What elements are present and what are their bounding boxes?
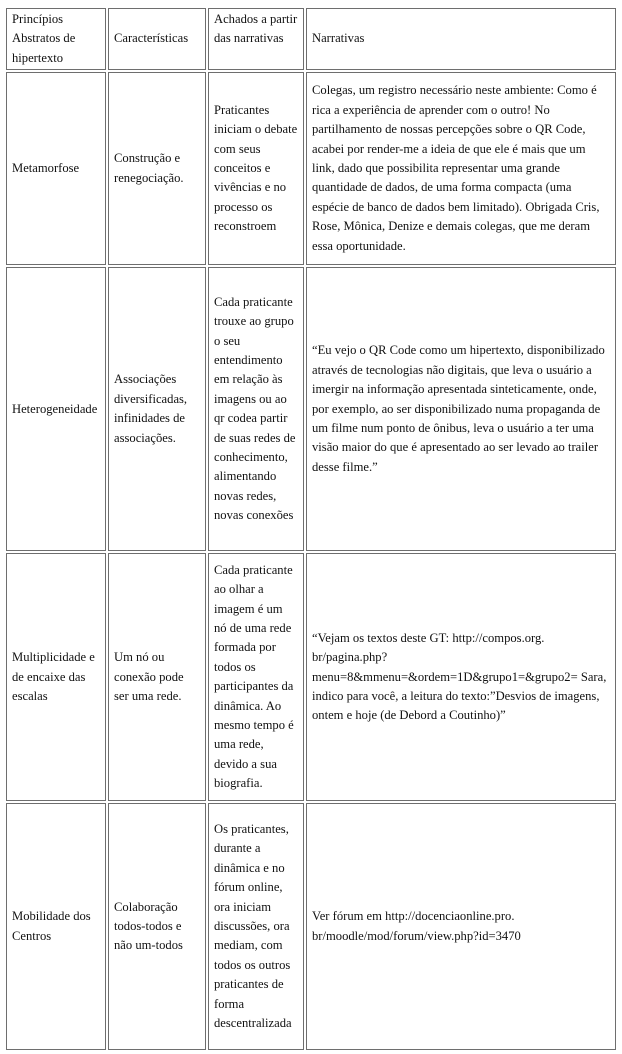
cell-achados	[208, 803, 304, 1050]
cell-achados	[208, 72, 304, 265]
cell-caracteristica	[108, 803, 206, 1050]
header-caracteristicas	[108, 8, 206, 70]
principio-text: Heterogeneidade	[12, 401, 98, 416]
narrativa-text: Ver fórum em http://docenciaonline.pro. br/moodle/mod/forum/view.php?id=3470	[312, 909, 521, 943]
cell-caracteristica	[108, 553, 206, 801]
table-row-metamorfose	[6, 72, 616, 265]
cell-principio	[6, 267, 106, 551]
cell-principio	[6, 72, 106, 265]
header-narrativas	[306, 8, 616, 70]
cell-achados	[208, 553, 304, 801]
header-row	[6, 8, 616, 70]
header-narrativas-text: Narrativas	[312, 31, 365, 46]
cell-narrativa	[306, 72, 616, 265]
cell-principio	[6, 553, 106, 801]
header-principios	[6, 8, 106, 70]
header-caracteristicas-text: Características	[114, 31, 189, 46]
cell-achados	[208, 267, 304, 551]
header-achados	[208, 8, 304, 70]
cell-caracteristica	[108, 267, 206, 551]
caracteristica-text: Construção e renegociação.	[114, 151, 184, 185]
caracteristica-text: Associações diversificadas, infinidades de associações.	[114, 372, 188, 445]
caracteristica-text: Um nó ou conexão pode ser uma rede.	[114, 650, 184, 703]
narrativa-text: “Vejam os textos deste GT: http://compos.org. br/pagina.php? menu=8&mmenu=&ordem=1D&grupo1=&grupo2= Sara, indico para você, a leitura do texto:”Desvios de imagens, ontem e hoje (de Debord a Coutinho)”	[312, 630, 607, 723]
narrativa-text: Colegas, um registro necessário neste ambiente: Como é rica a experiência de aprender com o outro! No partilhamento de nossas percepções sobre o QR Code, acabei por render-me a ideia de que ele é mais que um link, dado que possibilita representar uma grande quantidade de dados, de uma forma compacta (uma espécie de banco de dados bem limitado). Obrigada Cris, Rose, Mônica, Denize e demais colegas, que me deram essa oportunidade.	[312, 83, 600, 253]
principio-text: Metamorfose	[12, 161, 80, 176]
principio-text: Mobilidade dos Centros	[12, 909, 91, 943]
principio-text: Multiplicidade e de encaixe das escalas	[12, 650, 95, 703]
table-row-heterogeneidade	[6, 267, 616, 551]
narrativa-text: “Eu vejo o QR Code como um hipertexto, disponibilizado através de tecnologias não digitais, que leva o usuário a imergir na informação apresentada sinteticamente, onde, por exemplo, ao ser disponibilizado numa propaganda de um filme num ponto de ônibus, leva o usuário a ter uma visão maior do que é apresentado ao ser levado ao trailer desse filme.”	[312, 343, 605, 474]
caracteristica-text: Colaboração todos-todos e não um-todos	[114, 899, 183, 953]
cell-narrativa	[306, 267, 616, 551]
cell-narrativa	[306, 553, 616, 801]
cell-principio	[6, 803, 106, 1050]
table-row-mobilidade	[6, 803, 616, 1050]
hypertext-principles-table	[4, 6, 618, 1052]
achados-text: Cada praticante trouxe ao grupo o seu entendimento em relação às imagens ou ao qr codea partir de suas redes de conhecimento, alimentando novas redes, novas conexões	[214, 294, 296, 523]
header-achados-text: Achados a partir das narrativas	[214, 12, 298, 46]
cell-caracteristica	[108, 72, 206, 265]
header-principios-text: Princípios Abstratos de hipertexto	[12, 12, 76, 65]
cell-narrativa	[306, 803, 616, 1050]
achados-text: Os praticantes, durante a dinâmica e no fórum online, ora iniciam discussões, ora mediam, com todos os outros praticantes de forma descentralizada	[214, 821, 292, 1031]
achados-text: Cada praticante ao olhar a imagem é um nó de uma rede formada por todos os participantes da dinâmica. Ao mesmo tempo é uma rede, devido a sua biografia.	[214, 562, 294, 791]
achados-text: Praticantes iniciam o debate com seus conceitos e vivências e no processo os reconstroem	[214, 102, 298, 234]
table-row-multiplicidade	[6, 553, 616, 801]
